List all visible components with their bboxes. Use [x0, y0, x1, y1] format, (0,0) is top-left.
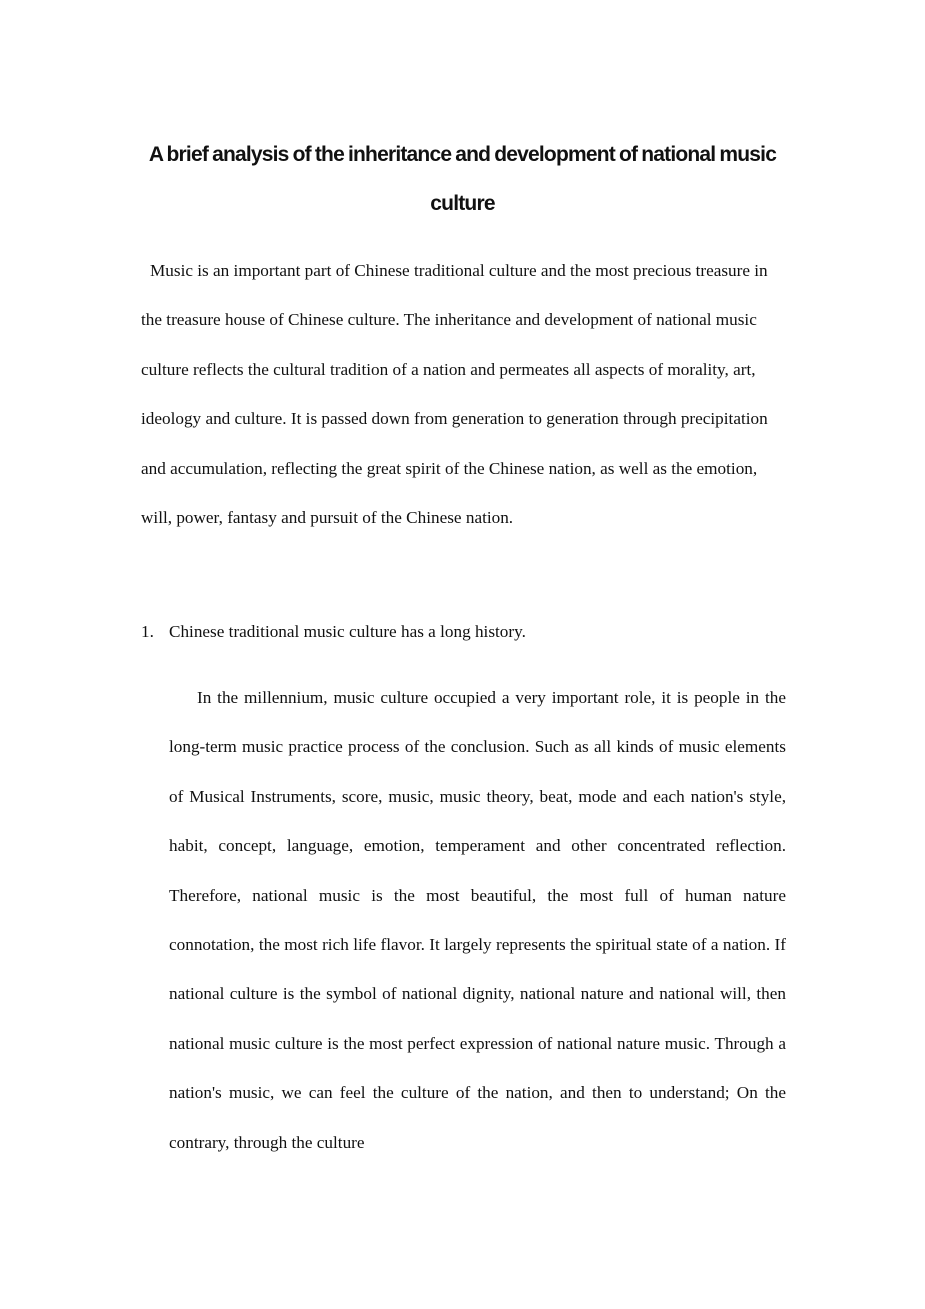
section-paragraph: In the millennium, music culture occupied a very important role, it is people in the long-term music practice process of the conclusion. Such as all kinds of music elements of Musical Instruments, score, music, music theory, beat, mode and each nation's style, habit, concept, language, emotion, temperament and other concentrated reflection. Therefore, national music is the most beautiful, the most full of human nature connotation, the most rich life flavor. It largely represents the spiritual state of a nation. If national culture is the symbol of national dignity, national nature and national will, then national music culture is the most perfect expression of national nature music. Through a nation's music, we can feel the culture of the nation, and then to understand; On the contrary, through the culture — [169, 688, 786, 1152]
section-heading — [141, 613, 526, 651]
section-number: 1. — [141, 622, 154, 641]
section-heading-text: Chinese traditional music culture has a long history. — [169, 622, 526, 641]
intro-paragraph: Music is an important part of Chinese traditional culture and the most precious treasure in the treasure house of Chinese culture. The inheritance and development of national music culture reflects the cultural tradition of a nation and permeates all aspects of morality, art, ideology and culture. It is passed down from generation to generation through precipitation and accumulation, reflecting the great spirit of the Chinese nation, as well as the emotion, will, power, fantasy and pursuit of the Chinese nation. — [141, 261, 768, 528]
document-title: A brief analysis of the inheritance and development of national music culture — [148, 143, 777, 215]
